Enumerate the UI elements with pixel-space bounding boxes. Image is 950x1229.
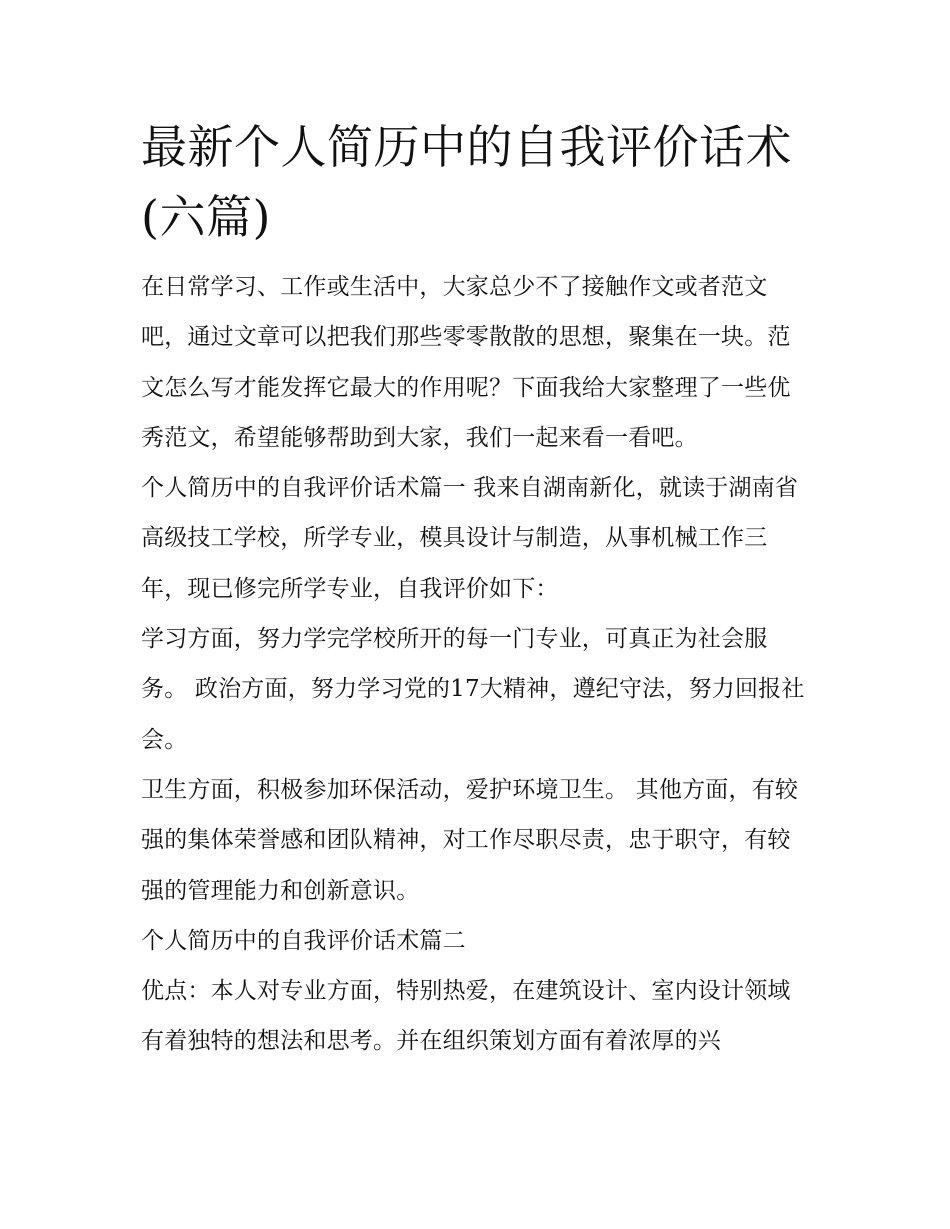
- intro-paragraph: 在日常学习、工作或生活中，大家总少不了接触作文或者范文吧，通过文章可以把我们那些零零散散的思想，聚集在一块。范文怎么写才能发挥它最大的作用呢？下面我给大家整理了一些优秀范文，希望能够帮助到大家，我们一起来看一看吧。: [141, 274, 791, 451]
- document-body: [141, 262, 821, 1067]
- section-two-heading: 个人简历中的自我评价话术篇二: [141, 927, 466, 954]
- strengths-paragraph: 优点：本人对专业方面，特别热爱，在建筑设计、室内设计领域有着独特的想法和思考。并在组织策划方面有着浓厚的兴: [141, 978, 791, 1055]
- document-content: [141, 112, 821, 1067]
- document-title: 最新个人简历中的自我评价话术(六篇): [141, 120, 792, 244]
- section-one-paragraph: 个人简历中的自我评价话术篇一 我来自湖南新化，就读于湖南省高级技工学校，所学专业，模具设计与制造，从事机械工作三年，现已修完所学专业，自我评价如下：: [141, 475, 799, 602]
- hygiene-other-paragraph: 卫生方面，积极参加环保活动，爱护环境卫生。 其他方面，有较强的集体荣誉感和团队精神，对工作尽职尽责，忠于职守，有较强的管理能力和创新意识。: [141, 776, 799, 904]
- study-politics-paragraph: 学习方面，努力学完学校所开的每一门专业，可真正为社会服务。 政治方面，努力学习党的17大精神，遵纪守法，努力回报社会。: [141, 626, 805, 753]
